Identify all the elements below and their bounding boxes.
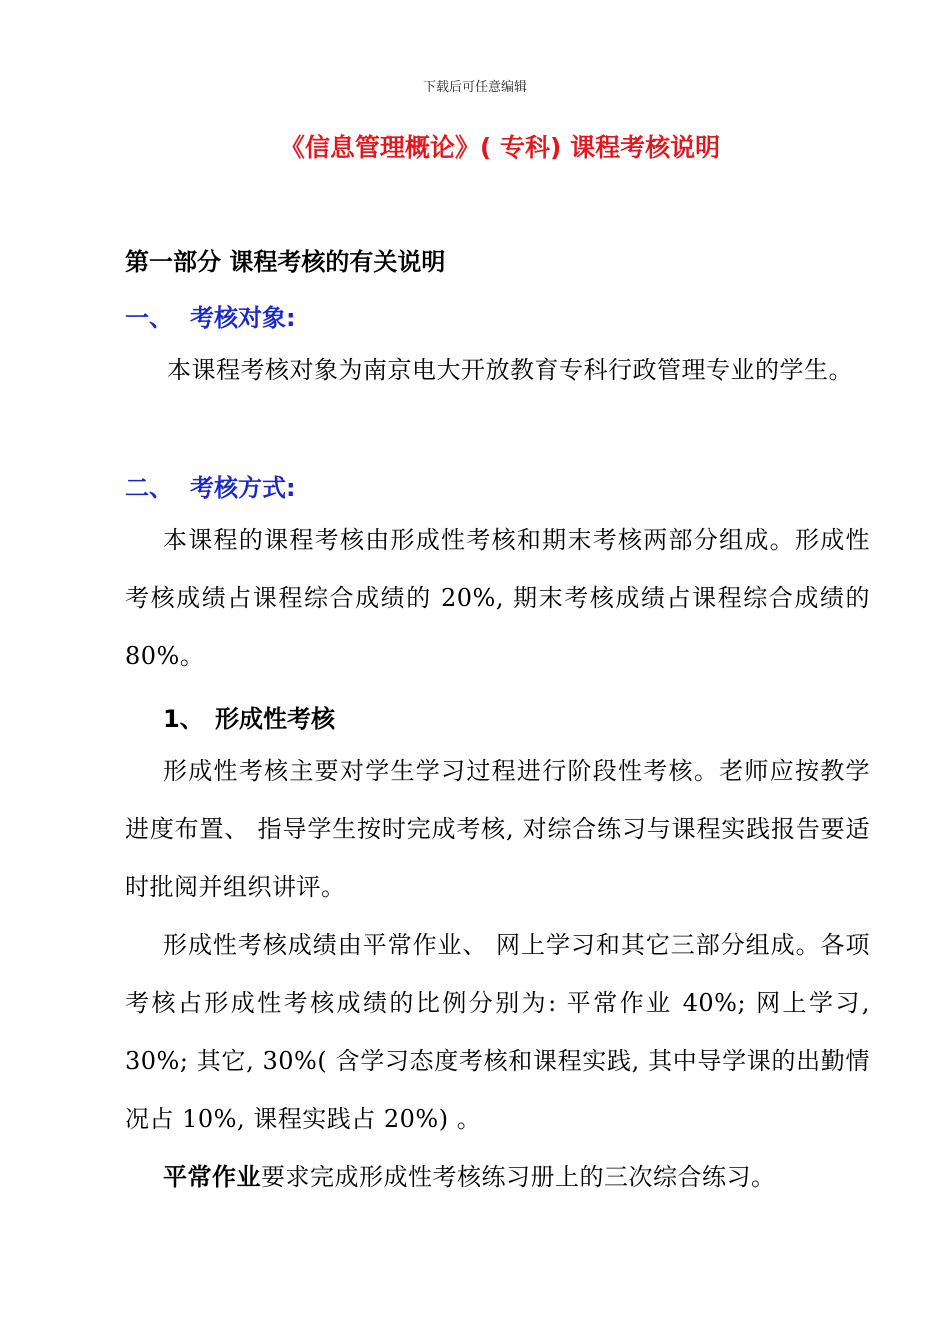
section-heading-assessment-method (125, 468, 870, 503)
subsection-heading-formative (125, 699, 908, 734)
part-heading: 第一部分 课程考核的有关说明 (125, 248, 446, 276)
paragraph-formative-1: 形成性考核主要对学生学习过程进行阶段性考核。老师应按教学进度布置、 指导学生按时完成考核, 对综合练习与课程实践报告要适时批阅并组织讲评。 (125, 757, 870, 901)
paragraph-formative-2: 形成性考核成绩由平常作业、 网上学习和其它三部分组成。各项考核占形成性考核成绩的比例分别为: 平常作业 40%; 网上学习, 30%; 其它, 30%( 含学习态度考核和课程实践, 其中导学课的出勤情况占 10%, 课程实践占 20%) 。 (125, 931, 870, 1133)
paragraph-formative-3 (125, 1148, 870, 1206)
section-title: 考核对象: (190, 304, 296, 332)
paragraph-assessment-method: 本课程的课程考核由形成性考核和期末考核两部分组成。形成性考核成绩占课程综合成绩的 20%, 期末考核成绩占课程综合成绩的 80%。 (125, 526, 870, 670)
document-title: 《信息管理概论》( 专科) 课程考核说明 (279, 133, 721, 162)
section-title: 考核方式: (190, 474, 296, 502)
section-number: 二、 (125, 474, 173, 502)
bold-term: 平常作业 (163, 1163, 261, 1191)
paragraph-assessment-target: 本课程考核对象为南京电大开放教育专科行政管理专业的学生。 (167, 356, 853, 384)
section-number: 一、 (125, 304, 173, 332)
section-heading-assessment-target (125, 298, 870, 333)
subsection-title: 形成性考核 (215, 705, 335, 733)
header-note: 下载后可任意编辑 (422, 80, 527, 95)
paragraph-text: 要求完成形成性考核练习册上的三次综合练习。 (261, 1163, 776, 1191)
subsection-number: 1、 (163, 705, 204, 733)
